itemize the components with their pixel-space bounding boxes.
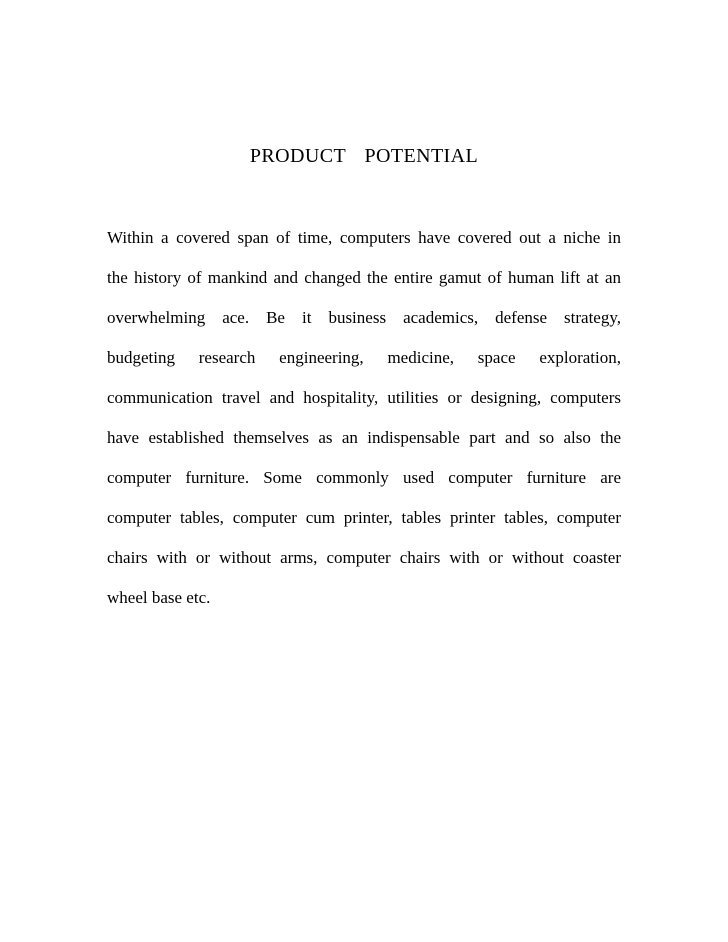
paragraph-line: the history of mankind and changed the entire gamut of human lift at an [107, 268, 621, 287]
paragraph-line: computer tables, computer cum printer, tables printer tables, computer [107, 508, 621, 527]
paragraph-line: overwhelming ace. Be it business academics, defense strategy, [107, 308, 621, 327]
paragraph-line: chairs with or without arms, computer chairs with or without coaster [107, 548, 621, 567]
paragraph-line: have established themselves as an indispensable part and so also the [107, 428, 621, 447]
paragraph-line: Within a covered span of time, computers have covered out a niche in [107, 228, 621, 247]
paragraph-line: wheel base etc. [107, 588, 211, 607]
paragraph-line: computer furniture. Some commonly used computer furniture are [107, 468, 621, 487]
page-title: PRODUCT POTENTIAL [249, 145, 479, 167]
paragraph-line: budgeting research engineering, medicine, space exploration, [107, 348, 621, 367]
paragraph-line: communication travel and hospitality, utilities or designing, computers [107, 388, 621, 407]
body-paragraph [107, 226, 621, 626]
